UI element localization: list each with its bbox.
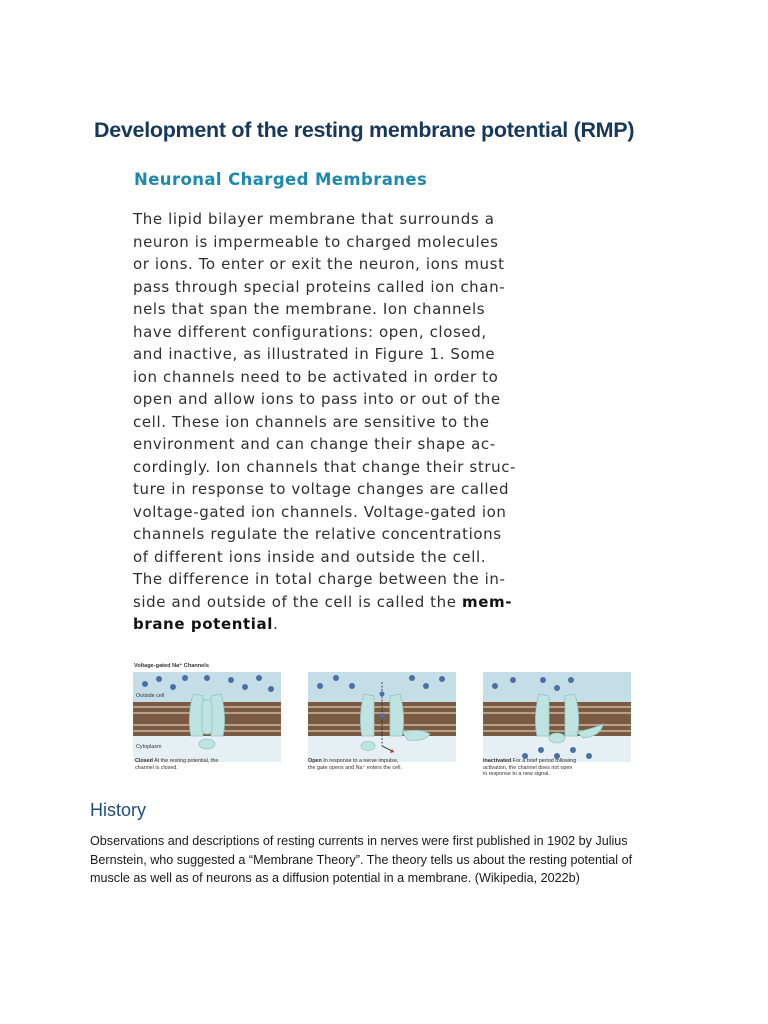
excerpt-line-tail: . bbox=[272, 615, 279, 633]
caption-text: in response to a new signal. bbox=[483, 771, 550, 778]
page-title: Development of the resting membrane potential (RMP) bbox=[94, 118, 635, 142]
excerpt-line: open and allow ions to pass into or out of the bbox=[133, 390, 501, 408]
excerpt-line-text: The difference in total charge between the in- bbox=[133, 570, 506, 588]
excerpt-heading: Neuronal Charged Membranes bbox=[134, 170, 428, 189]
inactivated-caption bbox=[483, 758, 633, 778]
paragraph-line: Observations and descriptions of resting currents in nerves were first published in 1902 by Julius bbox=[90, 834, 628, 848]
excerpt-line bbox=[133, 613, 633, 636]
closed-caption bbox=[135, 758, 285, 771]
open-channel-illustration bbox=[308, 672, 456, 762]
figure-title: Voltage-gated Na⁺ Channels bbox=[134, 663, 209, 669]
paragraph-line: Bernstein, who suggested a “Membrane Theory”. The theory tells us about the resting potential of bbox=[90, 852, 633, 867]
caption-term: Closed bbox=[135, 758, 153, 764]
caption-text: activation, the channel does not open bbox=[483, 764, 573, 771]
excerpt-line: and inactive, as illustrated in Figure 1. Some bbox=[133, 345, 496, 363]
excerpt-line: channels regulate the relative concentrations bbox=[133, 525, 502, 543]
excerpt-bold-term: mem- bbox=[461, 592, 513, 611]
history-heading: History bbox=[90, 800, 147, 820]
cytoplasm-label: Cytoplasm bbox=[136, 744, 162, 750]
excerpt-line-text: side and outside of the cell is called the bbox=[133, 592, 457, 611]
caption-text: the gate opens and Na⁺ enters the cell. bbox=[308, 764, 402, 771]
inactivated-channel-illustration bbox=[483, 672, 631, 762]
caption-term: Inactivated bbox=[483, 758, 512, 764]
excerpt-line: ion channels need to be activated in order to bbox=[133, 367, 499, 386]
excerpt-line: The lipid bilayer membrane that surrounds a bbox=[133, 210, 495, 228]
excerpt-line: of different ions inside and outside the cell. bbox=[133, 547, 487, 566]
inactivated-channel-panel bbox=[483, 672, 631, 762]
excerpt-line: ture in response to voltage changes are called bbox=[133, 480, 510, 498]
caption-text: channel is closed. bbox=[135, 764, 178, 771]
excerpt-line: cell. These ion channels are sensitive to the bbox=[133, 412, 490, 431]
excerpt-line: or ions. To enter or exit the neuron, ions must bbox=[133, 255, 505, 273]
caption-text: In response to a nerve impulse, bbox=[321, 758, 399, 764]
outside-cell-label: Outside cell bbox=[136, 693, 165, 699]
excerpt-line: pass through special proteins called ion chan- bbox=[133, 277, 506, 296]
excerpt-line: cordingly. Ion channels that change their struc- bbox=[133, 457, 517, 476]
excerpt-line: voltage-gated ion channels. Voltage-gated ion bbox=[133, 502, 507, 521]
excerpt-line bbox=[133, 591, 633, 614]
open-caption bbox=[308, 758, 458, 771]
ion-channel-figure bbox=[130, 660, 635, 780]
excerpt-line: neuron is impermeable to charged molecules bbox=[133, 232, 499, 251]
excerpt-line: have different configurations: open, closed, bbox=[133, 322, 487, 341]
caption-term: Open bbox=[308, 758, 322, 764]
excerpt-line: environment and can change their shape ac- bbox=[133, 435, 496, 453]
excerpt-line bbox=[133, 568, 633, 591]
excerpt-body bbox=[133, 208, 633, 636]
excerpt-bold-term: brane potential bbox=[133, 615, 273, 633]
paragraph-line: muscle as well as of neurons as a diffusion potential in a membrane. (Wikipedia, 2022b) bbox=[90, 871, 580, 885]
open-channel-panel bbox=[308, 672, 456, 762]
caption-text: For a brief period following bbox=[511, 758, 577, 764]
caption-text: At the resting potential, the bbox=[152, 758, 219, 764]
closed-channel-panel bbox=[133, 672, 281, 762]
excerpt-line: nels that span the membrane. Ion channels bbox=[133, 300, 486, 318]
history-paragraph bbox=[90, 832, 690, 888]
